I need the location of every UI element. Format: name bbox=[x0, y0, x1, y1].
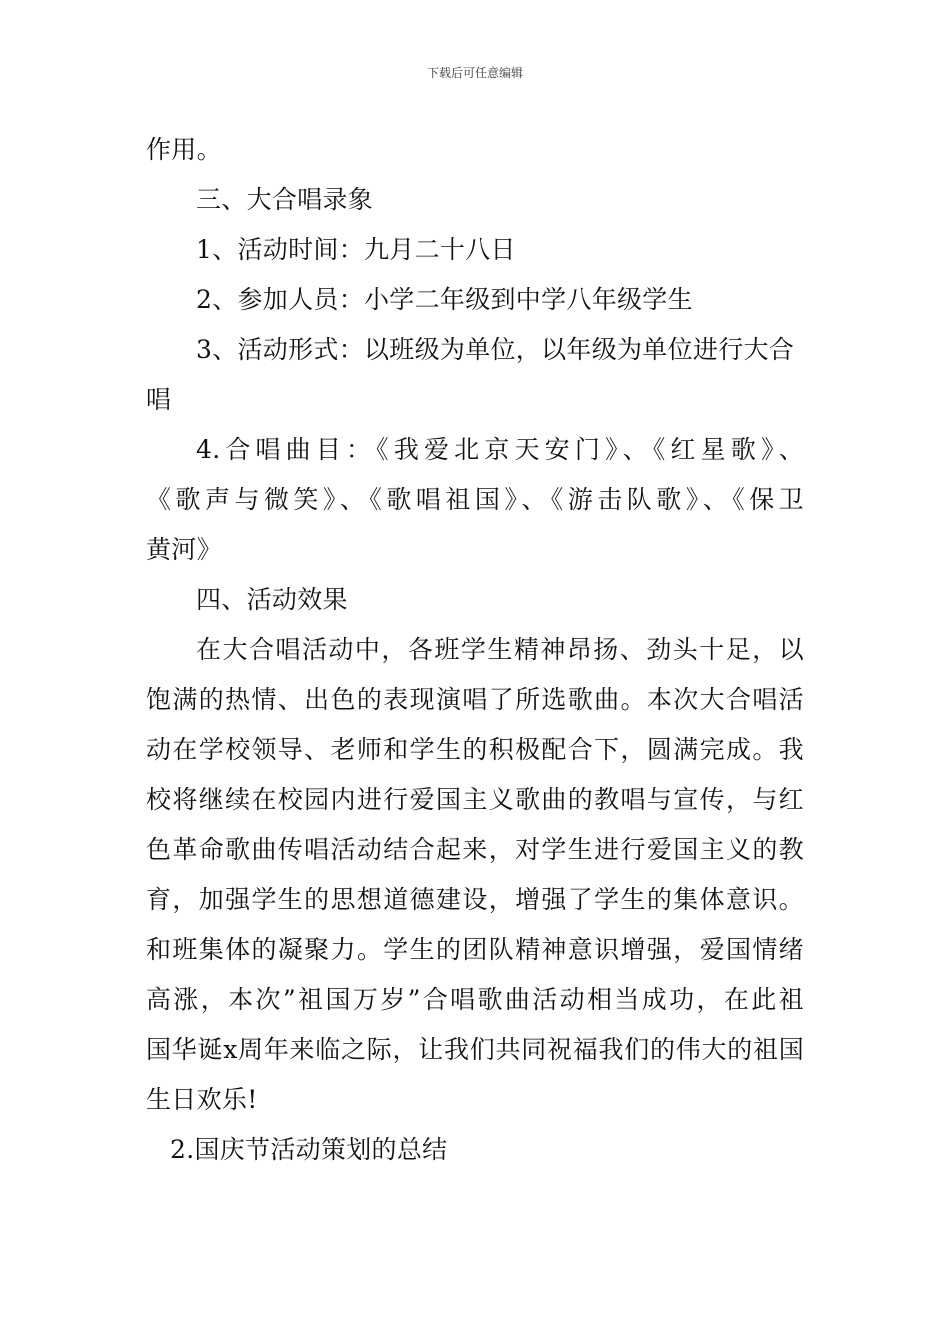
text-line: 国华诞x周年来临之际，让我们共同祝福我们的伟大的祖国 bbox=[146, 1035, 804, 1064]
section-heading: 三、大合唱录象 bbox=[196, 185, 374, 214]
text-line: 1、活动时间：九月二十八日 bbox=[196, 235, 516, 264]
text-line: 生日欢乐! bbox=[146, 1085, 258, 1114]
text-line: 3、活动形式：以班级为单位，以年级为单位进行大合 bbox=[196, 335, 795, 364]
section-heading: 四、活动效果 bbox=[196, 585, 348, 614]
text-line: 动在学校领导、老师和学生的积极配合下，圆满完成。我 bbox=[146, 735, 804, 764]
text-line: 2、参加人员：小学二年级到中学八年级学生 bbox=[196, 285, 693, 314]
text-line: 高涨，本次”祖国万岁”合唱歌曲活动相当成功，在此祖 bbox=[146, 985, 804, 1014]
text-line: 唱 bbox=[146, 385, 172, 414]
text-line: 《歌声与微笑》、《歌唱祖国》、《游击队歌》、《保卫 bbox=[146, 485, 804, 514]
text-line: 色革命歌曲传唱活动结合起来，对学生进行爱国主义的教 bbox=[146, 835, 804, 864]
text-line: 和班集体的凝聚力。学生的团队精神意识增强，爱国情绪 bbox=[146, 935, 804, 964]
text-line: 校将继续在校园内进行爱国主义歌曲的教唱与宣传，与红 bbox=[146, 785, 804, 814]
page-header: 下载后可任意编辑 bbox=[426, 66, 523, 80]
text-line: 育，加强学生的思想道德建设，增强了学生的集体意识。 bbox=[146, 885, 804, 914]
text-line: 4.合唱曲目：《我爱北京天安门》、《红星歌》、 bbox=[196, 435, 804, 464]
section-heading: 2.国庆节活动策划的总结 bbox=[170, 1135, 448, 1164]
text-line: 黄河》 bbox=[146, 535, 222, 564]
text-line: 饱满的热情、出色的表现演唱了所选歌曲。本次大合唱活 bbox=[146, 685, 804, 714]
text-line: 作用。 bbox=[146, 135, 222, 164]
text-line: 在大合唱活动中，各班学生精神昂扬、劲头十足，以 bbox=[196, 635, 804, 664]
